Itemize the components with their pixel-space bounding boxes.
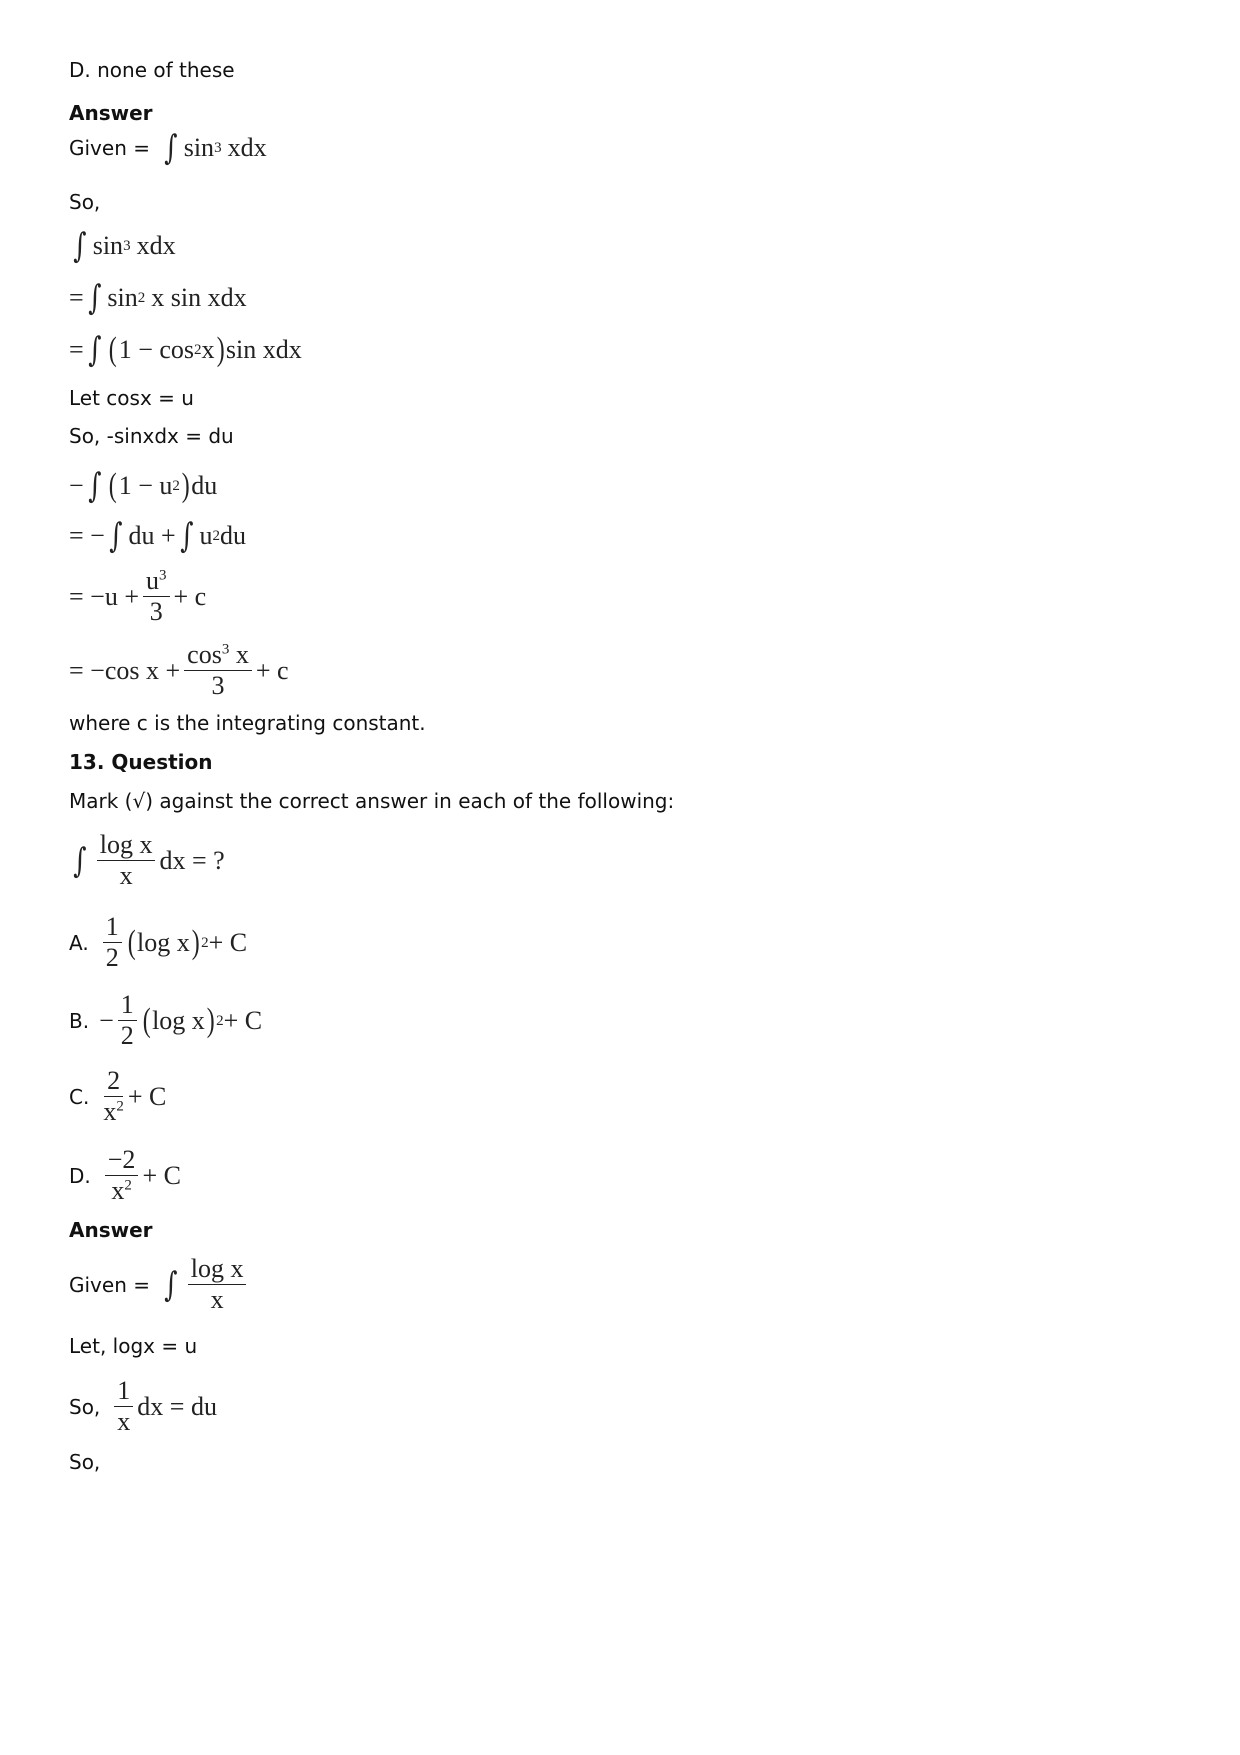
constant-note: where c is the integrating constant.: [69, 711, 426, 735]
substitution-text: Let cosx = u: [69, 386, 194, 410]
given-equation: Given = ∫ $\frac{\text{log x}}{x}$: [69, 1254, 250, 1315]
option-d-label: D.: [69, 1163, 91, 1188]
answer-heading: Answer: [69, 1218, 153, 1242]
equation-line: = ∫ ( 1 − cos 2 x ) sin xdx: [69, 330, 302, 370]
so-label: So,: [69, 190, 101, 214]
option-a: A. $\frac{1}{2}$ ( log x ) 2 + C: [69, 912, 248, 972]
option-a-label: A.: [69, 930, 89, 955]
question-instruction: Mark (√) against the correct answer in each of the following:: [69, 789, 675, 813]
so-label: So,: [69, 1394, 101, 1419]
equation-line: = −u + $\frac{u^3}{3}$ + c: [69, 566, 207, 626]
so-label: So,: [69, 1450, 101, 1474]
option-d-text: D. none of these: [69, 58, 235, 82]
given-equation: Given = ∫ sin 3 xdx: [69, 128, 267, 168]
question-heading: 13. Question: [69, 750, 213, 774]
substitution-text: Let, logx = u: [69, 1334, 198, 1358]
differential-equation: So, $\frac{1}{x}$ dx = du: [69, 1376, 217, 1436]
answer-heading: Answer: [69, 101, 153, 125]
differential-text: So, -sinxdx = du: [69, 424, 234, 448]
equation-line: ∫ sin 3 xdx: [73, 226, 176, 266]
option-c-label: C.: [69, 1084, 90, 1109]
option-c: C. $\frac{2}{x^2}$ + C: [69, 1066, 167, 1126]
equation-line: = −cos x + $\frac{\cos^3 x}{3}$ + c: [69, 640, 289, 700]
equation-line: = ∫ sin 2 x sin xdx: [69, 278, 247, 318]
question-equation: ∫ $\frac{\text{log x}}{x}$ dx = ?: [73, 830, 225, 890]
equation-line: = − ∫ du + ∫ u 2 du: [69, 516, 246, 556]
option-d: D. $\frac{-2}{x^2}$ + C: [69, 1145, 181, 1205]
given-label: Given =: [69, 136, 150, 160]
option-b: B. − $\frac{1}{2}$ ( log x ) 2 + C: [69, 990, 263, 1050]
option-b-label: B.: [69, 1008, 90, 1033]
equation-line: − ∫ ( 1 − u 2 ) du: [69, 466, 218, 506]
given-label: Given =: [69, 1272, 150, 1297]
